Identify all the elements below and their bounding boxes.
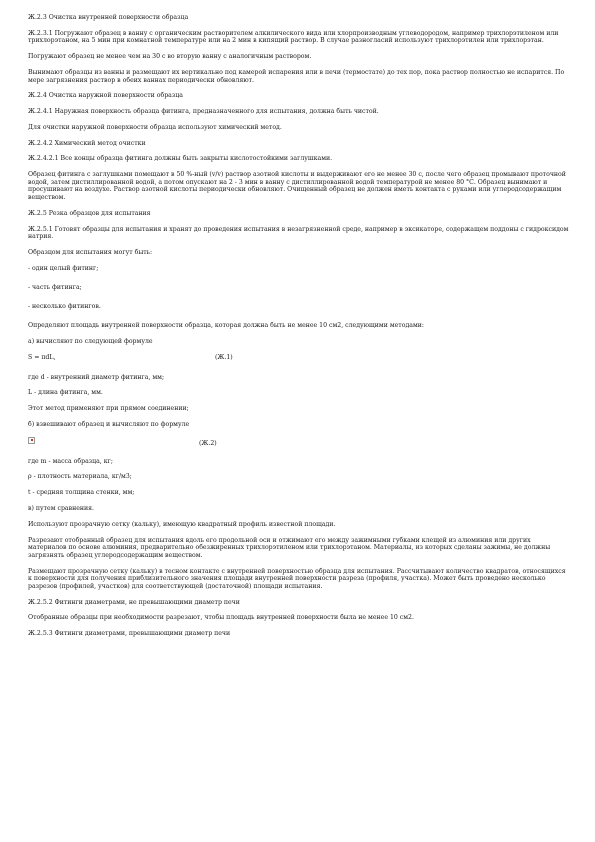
- section-heading-2-5-3: Ж.2.5.3 Фитинги диаметрами, превышающими диаметр печи: [28, 630, 231, 638]
- formula-zh1-number: (Ж.1): [215, 353, 233, 361]
- paragraph-specimen-types: Образцом для испытания могут быть:: [28, 248, 153, 256]
- formula-zh2-where-m: где m - масса образца, кг;: [28, 457, 113, 465]
- paragraph-2-5-2: Отобранные образцы при необходимости разрезают, чтобы площадь внутренней поверхности была не менее 10 см2.: [28, 614, 414, 622]
- section-heading-2-4: Ж.2.4 Очистка наружной поверхности образца: [28, 92, 183, 100]
- formula-zh1-where-d: где d - внутренний диаметр фитинга, мм;: [28, 373, 165, 381]
- paragraph-chemical-method: Для очистки наружной поверхности образца используют химический метод.: [28, 123, 282, 131]
- formula-zh2-number: (Ж.2): [199, 439, 217, 447]
- formula-zh1-where-l: L - длина фитинга, мм.: [28, 389, 103, 397]
- paragraph-2-3-1: Ж.2.3.1 Погружают образец в ванну с органическим растворителем алкилического вида или хлорпроизводным углеводородом, например трихлорэтиленом или трихлорэтаном, на 5 мин при комнатной температуре или на 2 мин в кипящий раствор. В случае разногласий используют трихлорэтилен или трихлорэтан.: [28, 29, 559, 45]
- formula-zh2-where-t: t - средняя толщина стенки, мм;: [28, 489, 135, 497]
- paragraph-2-4-1: Ж.2.4.1 Наружная поверхность образца фитинга, предназначенного для испытания, должна быть чистой.: [28, 108, 379, 116]
- paragraph-area-methods: Определяют площадь внутренней поверхности образца, которая должна быть не менее 10 см2, следующими методами:: [28, 322, 424, 329]
- list-item-part-fitting: - часть фитинга;: [28, 283, 82, 291]
- method-a-label: а) вычисляют по следующей формуле: [28, 337, 153, 345]
- paragraph-2-5-1: Ж.2.5.1 Готовят образцы для испытания и хранят до проведения испытания в незагрязненной среде, например в эксикаторе, содержащем поддоны с гидроксидом натрия.: [28, 225, 569, 241]
- formula-zh2-where-rho: ρ - плотность материала, кг/м3;: [28, 473, 132, 481]
- paragraph-2-4-2-1: Ж.2.4.2.1 Все концы образца фитинга должны быть закрыты кислотостойкими заглушками.: [28, 155, 333, 163]
- section-heading-2-4-2: Ж.2.4.2 Химический метод очистки: [28, 139, 146, 147]
- formula-zh1-expression: S = πdL,: [28, 353, 56, 361]
- paragraph-direct-connection: Этот метод применяют при прямом соединении;: [28, 405, 189, 413]
- method-c-label: в) путем сравнения.: [28, 505, 94, 513]
- section-heading-2-5-2: Ж.2.5.2 Фитинги диаметрами, не превышающими диаметр печи: [28, 598, 240, 606]
- paragraph-count-squares: Размещают прозрачную сетку (кальку) в тесном контакте с внутренней поверхностью образца для испытания. Рассчитывают количество квадратов, относящихся к поверхности для получения приблизительного значения площади внутренней поверхности разреза (профиля, участка). Может быть проведено несколько разрезов (профилей, участков) для соответствующей (достаточной) площади испытания.: [28, 567, 566, 590]
- paragraph-second-bath: Погружают образец не менее чем на 30 с во вторую ванну с аналогичным раствором.: [28, 53, 312, 61]
- paragraph-cut-specimen: Разрезают отобранный образец для испытания вдоль его продольной оси и отжимают его между зажимными губками клещей из алюминия или других материалов по основе алюминия, предварительно обезжиренных трихлорэтиленом или трихлорэтаном. Материалы, из которых сделаны зажимы, не должны загрязнять образец углеродсодержащим веществом.: [28, 536, 551, 559]
- method-b-label: б) взвешивают образец и вычисляют по формуле: [28, 420, 190, 428]
- formula-zh1: [28, 354, 571, 366]
- paragraph-transparent-grid: Используют прозрачную сетку (кальку), имеющую квадратный профиль известной площади.: [28, 520, 336, 528]
- list-item-whole-fitting: - один целый фитинг;: [28, 264, 99, 272]
- paragraph-nitric-acid: Образец фитинга с заглушками помещают в 50 %-ный (v/v) раствор азотной кислоты и выдерживают его не менее 30 с, после чего образец промывают проточной водой, затем дистиллированной водой, а потом опускают на 2 - 3 мин в ванну с дистиллированной водой температурой не менее 80 °С. Образец вынимают и просушивают на воздухе. Раствор азотной кислоты периодически обновляют. Очищенный образец не должен иметь контакта с руками или углеродсодержащим веществом.: [28, 171, 566, 201]
- list-item-several-fittings: - несколько фитингов.: [28, 302, 101, 310]
- formula-zh2: [28, 437, 571, 451]
- section-heading-2-5: Ж.2.5 Резка образцов для испытания: [28, 209, 151, 217]
- paragraph-evaporation: Вынимают образцы из ванны и размещают их вертикально под камерой испарения или в печи (термостате) до тех пор, пока раствор полностью не испарится. По мере загрязнения раствор в обеих ваннах периодически обновляют.: [28, 68, 565, 84]
- broken-image-icon: [28, 437, 35, 444]
- section-heading-2-3: Ж.2.3 Очистка внутренней поверхности образца: [28, 14, 189, 21]
